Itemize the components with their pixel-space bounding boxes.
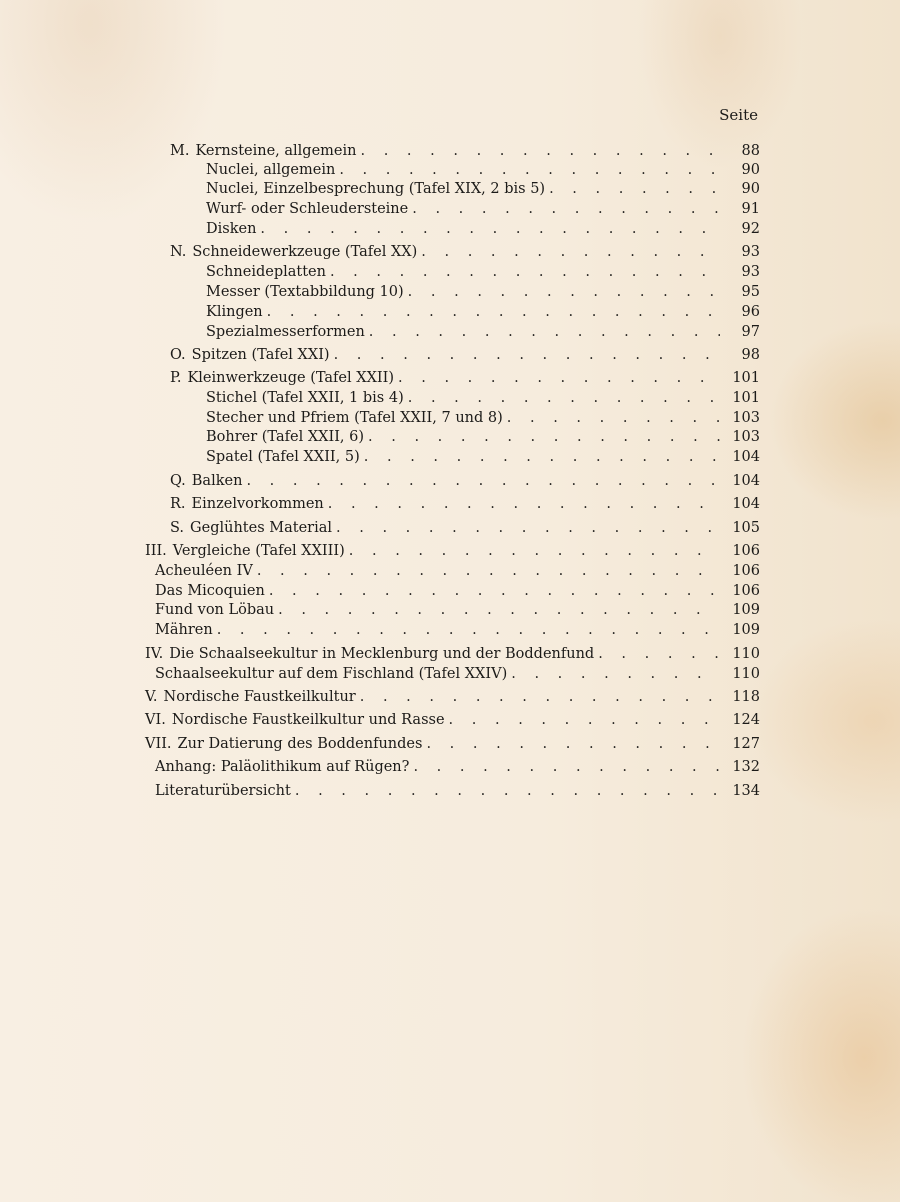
toc-entry (145, 687, 760, 707)
dot-leader (364, 447, 720, 467)
toc-entry (145, 644, 760, 664)
dot-leader (336, 518, 720, 538)
toc-entry (155, 620, 760, 640)
dot-leader (349, 541, 720, 561)
toc-entry-title: Wurf- oder Schleudersteine (206, 201, 409, 217)
toc-entry-title: Schneidewerkzeuge (Tafel XX) (192, 244, 418, 260)
toc-entry (155, 561, 760, 581)
toc-entry-title: Nuclei, Einzelbesprechung (Tafel XIX, 2 bis 5) (206, 181, 546, 197)
dot-leader (330, 262, 720, 282)
toc-entry-title: Acheuléen IV (155, 563, 253, 579)
toc-entry (170, 368, 760, 388)
toc-entry-page: 104 (732, 496, 760, 512)
toc-entry-page: 134 (732, 783, 760, 799)
toc-entry (155, 581, 760, 601)
toc-entry (206, 302, 760, 322)
toc-entry-page: 95 (741, 284, 760, 300)
toc-entry-title: Schneideplatten (206, 264, 326, 280)
toc-entry (206, 427, 760, 447)
toc-entry (206, 322, 760, 342)
toc-entry (145, 710, 760, 730)
dot-leader (398, 368, 720, 388)
toc-entry (170, 242, 760, 262)
toc-entry-page: 103 (732, 429, 760, 445)
dot-leader (413, 757, 720, 777)
toc-entry-title: Vergleiche (Tafel XXIII) (172, 543, 345, 559)
toc-entry-title: Balken (191, 473, 243, 489)
dot-leader (267, 302, 720, 322)
toc-entry-number: M. (170, 143, 190, 159)
dot-leader (449, 710, 720, 730)
dot-leader (339, 160, 720, 180)
toc-entry-page: 124 (732, 712, 760, 728)
toc-entry (206, 262, 760, 282)
toc-entry-title: Zur Datierung des Boddenfundes (177, 736, 423, 752)
toc-entry (145, 734, 760, 754)
toc-entry-title: Kleinwerkzeuge (Tafel XXII) (187, 370, 395, 386)
toc-entry-title: Disken (206, 221, 257, 237)
toc-entry (170, 471, 760, 491)
toc-entry-number: IV. (145, 646, 164, 662)
toc-entry-title: Spitzen (Tafel XXI) (191, 347, 330, 363)
toc-entry-title: Spezialmesserformen (206, 324, 365, 340)
toc-entry-number: VI. (145, 712, 166, 728)
toc-entry-page: 101 (732, 390, 760, 406)
dot-leader (246, 471, 720, 491)
toc-entry-page: 96 (741, 304, 760, 320)
toc-entry (206, 282, 760, 302)
dot-leader (408, 282, 720, 302)
toc-entry-page: 92 (741, 221, 760, 237)
toc-entry-page: 93 (741, 264, 760, 280)
toc-entry-page: 109 (732, 622, 760, 638)
toc-entry-page: 104 (732, 473, 760, 489)
toc-entry-title: Geglühtes Material (190, 520, 333, 536)
toc-entry (206, 160, 760, 180)
toc-entry-page: 106 (732, 583, 760, 599)
toc-entry-page: 109 (732, 602, 760, 618)
dot-leader (421, 242, 720, 262)
toc-entry (170, 518, 760, 538)
dot-leader (412, 199, 720, 219)
toc-entry-page: 93 (741, 244, 760, 260)
toc-entry-title: Nordische Faustkeilkultur (163, 689, 356, 705)
toc-entry-title: Nordische Faustkeilkultur und Rasse (171, 712, 445, 728)
toc-entry-page: 118 (732, 689, 760, 705)
toc-entry (145, 541, 760, 561)
toc-entry (155, 781, 760, 801)
toc-entry-title: Das Micoquien (155, 583, 265, 599)
toc-entry-number: V. (145, 689, 158, 705)
dot-leader (426, 734, 720, 754)
toc-entry-page: 91 (741, 201, 760, 217)
toc-entry (155, 664, 760, 684)
toc-entry-page: 110 (732, 666, 760, 682)
toc-entry-page: 98 (741, 347, 760, 363)
toc-entry-title: Spatel (Tafel XXII, 5) (206, 449, 360, 465)
toc-entry-number: O. (170, 347, 186, 363)
toc-entry (206, 199, 760, 219)
toc-entry-page: 106 (732, 563, 760, 579)
dot-leader (269, 581, 720, 601)
dot-leader (549, 179, 720, 199)
dot-leader (408, 388, 720, 408)
toc-entry (206, 447, 760, 467)
toc-entry-title: Mähren (155, 622, 213, 638)
toc-entry-page: 105 (732, 520, 760, 536)
dot-leader (257, 561, 720, 581)
toc-entry-title: Kernsteine, allgemein (195, 143, 357, 159)
dot-leader (511, 664, 720, 684)
dot-leader (360, 687, 720, 707)
toc-entry-number: R. (170, 496, 186, 512)
toc-entry-page: 106 (732, 543, 760, 559)
toc-entry-page: 97 (741, 324, 760, 340)
toc-entry-number: P. (170, 370, 182, 386)
toc-entry-number: VII. (145, 736, 172, 752)
toc-entry-title: Schaalseekultur auf dem Fischland (Tafel XXIV) (155, 666, 508, 682)
toc-entry-page: 104 (732, 449, 760, 465)
toc-entry (155, 600, 760, 620)
toc-entry-page: 90 (741, 181, 760, 197)
toc-entry-page: 132 (732, 759, 760, 775)
dot-leader (369, 322, 720, 342)
toc-entry (170, 494, 760, 514)
dot-leader (260, 219, 720, 239)
toc-entry (206, 388, 760, 408)
dot-leader (217, 620, 720, 640)
toc-entry-title: Bohrer (Tafel XXII, 6) (206, 429, 365, 445)
toc-entry-title: Die Schaalseekultur in Mecklenburg und der Boddenfund (169, 646, 595, 662)
dot-leader (368, 427, 720, 447)
toc-entry (170, 345, 760, 365)
toc-entry (206, 408, 760, 428)
toc-entry-page: 101 (732, 370, 760, 386)
toc-entry-title: Einzelvorkommen (191, 496, 324, 512)
page-column-header: Seite (719, 106, 758, 124)
dot-leader (328, 494, 720, 514)
dot-leader (278, 600, 720, 620)
toc-entry-page: 90 (741, 162, 760, 178)
toc-entry-title: Literaturübersicht (155, 783, 291, 799)
toc-entry-page: 110 (732, 646, 760, 662)
toc-entry (206, 179, 760, 199)
toc-entry-number: N. (170, 244, 187, 260)
dot-leader (334, 345, 720, 365)
toc-entry-number: S. (170, 520, 185, 536)
toc-entry-page: 88 (741, 143, 760, 159)
toc-entry (170, 141, 760, 161)
toc-entry-title: Nuclei, allgemein (206, 162, 336, 178)
toc-entry-title: Fund von Löbau (155, 602, 275, 618)
dot-leader (598, 644, 720, 664)
toc-entry-page: 127 (732, 736, 760, 752)
toc-entry-title: Messer (Textabbildung 10) (206, 284, 404, 300)
toc-entry-title: Stecher und Pfriem (Tafel XXII, 7 und 8) (206, 410, 503, 426)
toc-entry-title: Klingen (206, 304, 263, 320)
dot-leader (507, 408, 720, 428)
dot-leader (295, 781, 720, 801)
toc-entry-number: III. (145, 543, 167, 559)
toc-entry (155, 757, 760, 777)
dot-leader (360, 141, 720, 161)
toc-entry-page: 103 (732, 410, 760, 426)
toc-entry-number: Q. (170, 473, 186, 489)
toc-entry (206, 219, 760, 239)
toc-entry-title: Stichel (Tafel XXII, 1 bis 4) (206, 390, 404, 406)
toc-entry-title: Anhang: Paläolithikum auf Rügen? (155, 759, 410, 775)
